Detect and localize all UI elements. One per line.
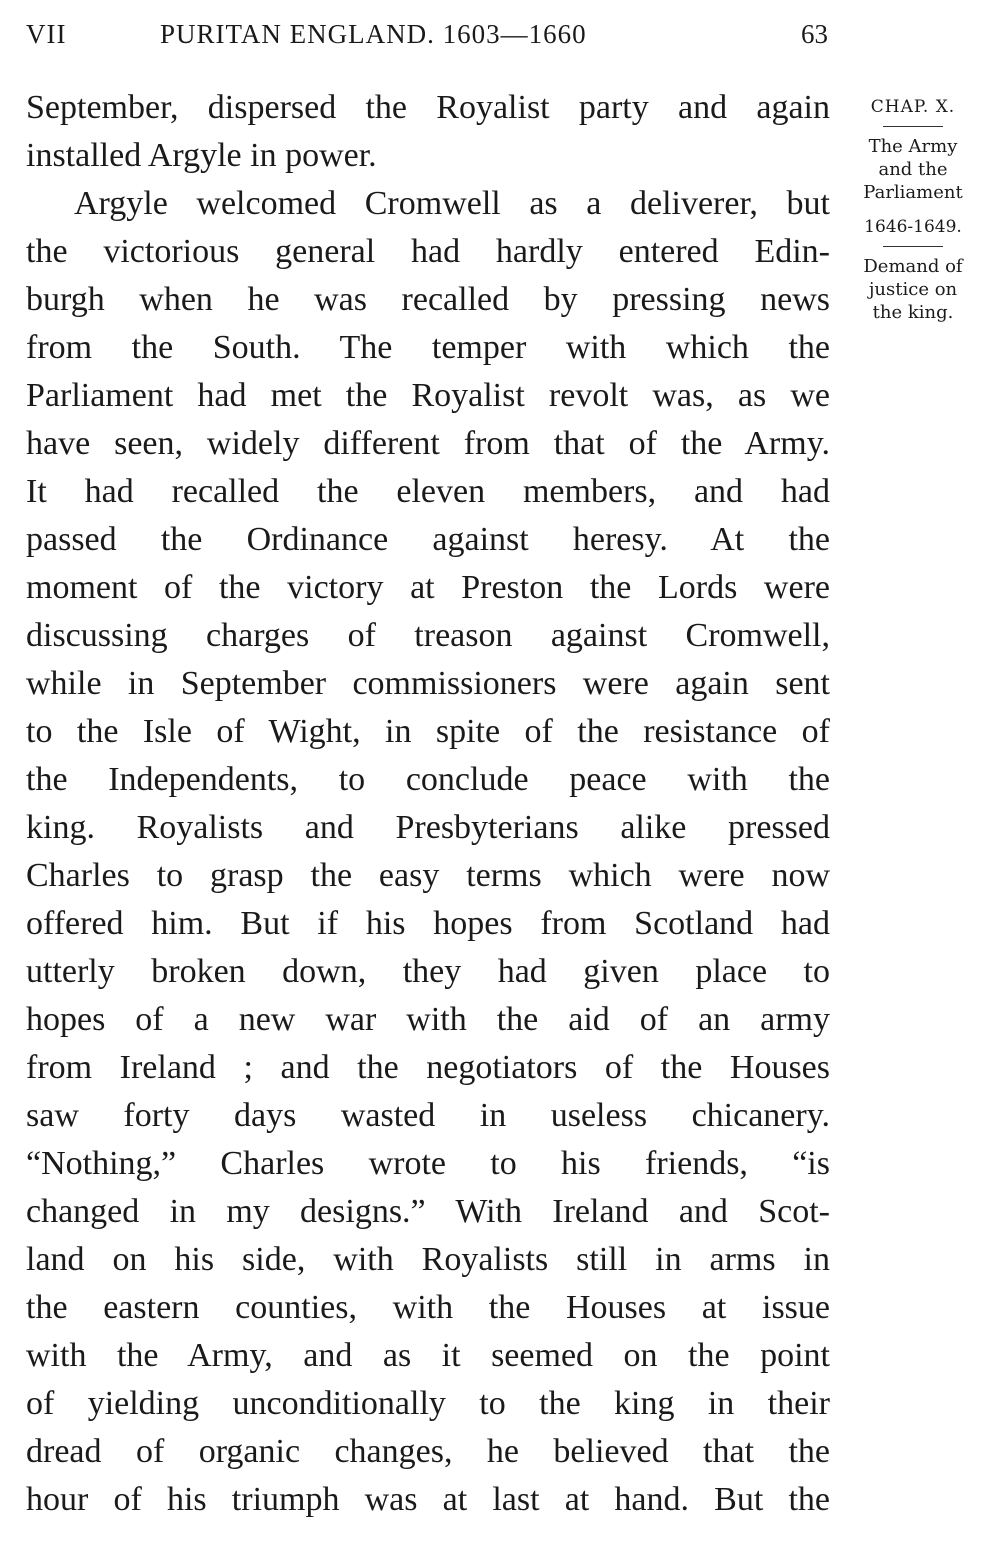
text-line: installed Argyle in power.	[26, 137, 377, 174]
text-line: from Ireland ; and the negotiators of the Houses	[26, 1049, 830, 1086]
text-line: changed in my designs.” With Ireland and Scot-	[26, 1193, 830, 1230]
page-number: 63	[801, 19, 828, 49]
text-line: September, dispersed the Royalist party and again	[26, 89, 830, 126]
date-range: 1646-1649.	[864, 217, 962, 237]
text-line: It had recalled the eleven members, and had	[26, 473, 830, 510]
text-line: hour of his triumph was at last at hand. But the	[26, 1481, 830, 1518]
margin-notes	[838, 90, 988, 324]
chapter-label: CHAP. X.	[870, 97, 956, 117]
topic-line: The Army	[868, 136, 958, 157]
text-line: have seen, widely different from that of the Army.	[26, 425, 830, 462]
sidenote	[838, 255, 988, 324]
topic-note	[838, 135, 988, 204]
text-line: discussing charges of treason against Cromwell,	[26, 617, 830, 654]
text-line: land on his side, with Royalists still in arms in	[26, 1241, 830, 1278]
sidenote-line: Demand of	[863, 256, 963, 277]
text-line: to the Isle of Wight, in spite of the resistance of	[26, 713, 830, 750]
text-line: burgh when he was recalled by pressing news	[26, 281, 830, 318]
text-line: the eastern counties, with the Houses at issue	[26, 1289, 830, 1326]
body-text	[26, 84, 830, 1524]
text-line: offered him. But if his hopes from Scotland had	[26, 905, 830, 942]
running-head	[26, 14, 830, 54]
text-line: king. Royalists and Presbyterians alike pressed	[26, 809, 830, 846]
text-line: of yielding unconditionally to the king in their	[26, 1385, 830, 1422]
text-line: Argyle welcomed Cromwell as a deliverer, but	[74, 185, 830, 222]
margin-divider	[883, 246, 943, 247]
text-line: passed the Ordinance against heresy. At the	[26, 521, 830, 558]
text-line: “Nothing,” Charles wrote to his friends, “is	[26, 1145, 830, 1182]
sidenote-line: the king.	[872, 302, 954, 323]
text-line: from the South. The temper with which the	[26, 329, 830, 366]
text-line: moment of the victory at Preston the Lords were	[26, 569, 830, 606]
text-line: Parliament had met the Royalist revolt was, as we	[26, 377, 830, 414]
section-number: VII	[26, 19, 67, 49]
sidenote-line: justice on	[868, 279, 958, 300]
text-line: the Independents, to conclude peace with the	[26, 761, 830, 798]
running-title: PURITAN ENGLAND. 1603—1660	[160, 19, 587, 49]
text-line: utterly broken down, they had given place to	[26, 953, 830, 990]
margin-divider	[883, 126, 943, 127]
text-line: the victorious general had hardly entered Edin-	[26, 233, 830, 270]
text-line: dread of organic changes, he believed that the	[26, 1433, 830, 1470]
topic-line: and the	[878, 159, 948, 180]
text-line: saw forty days wasted in useless chicanery.	[26, 1097, 830, 1134]
text-line: Charles to grasp the easy terms which were now	[26, 857, 830, 894]
text-line: with the Army, and as it seemed on the point	[26, 1337, 830, 1374]
text-line: hopes of a new war with the aid of an army	[26, 1001, 830, 1038]
text-line: while in September commissioners were again sent	[26, 665, 830, 702]
topic-line: Parliament	[863, 182, 963, 203]
